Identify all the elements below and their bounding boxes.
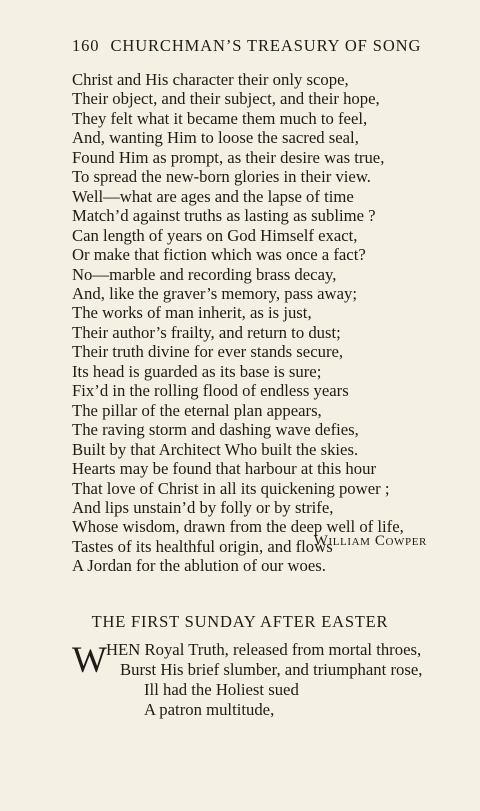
poem-line: They felt what it became them much to feel,: [72, 108, 368, 128]
poem-line: Can length of years on God Himself exact,: [72, 225, 358, 245]
poem-line: To spread the new-born glories in their view.: [72, 167, 371, 187]
poem-line: And lips unstain’d by folly or by strife,: [72, 497, 334, 517]
poem-line: And, like the graver’s memory, pass away;: [72, 283, 357, 303]
poem-attribution: William Cowper: [313, 533, 427, 549]
poem-line: Their truth divine for ever stands secure,: [72, 342, 344, 362]
poem-line: The works of man inherit, as is just,: [72, 303, 312, 323]
poem-line: Fix’d in the rolling flood of endless years: [72, 381, 349, 401]
poem-line: Built by that Architect Who built the skies.: [72, 439, 359, 459]
poem-line: Christ and His character their only scope,: [72, 70, 349, 89]
poem-line: And, wanting Him to loose the sacred seal,: [72, 128, 359, 148]
poem-line: Tastes of its healthful origin, and flows: [72, 536, 333, 556]
poem-line: Match’d against truths as lasting as sublime ?: [72, 206, 376, 226]
poem-line: The pillar of the eternal plan appears,: [72, 400, 322, 420]
poem-line: That love of Christ in all its quickening power ;: [72, 478, 390, 498]
poem-line: The raving storm and dashing wave defies,: [72, 420, 359, 440]
poem-line: Hearts may be found that harbour at this hour: [72, 459, 377, 479]
poem-line: Their object, and their subject, and their hope,: [72, 89, 380, 109]
poem-line: Its head is guarded as its base is sure;: [72, 361, 322, 381]
section-title: THE FIRST SUNDAY AFTER EASTER: [91, 612, 389, 631]
poem-line: Ill had the Holiest sued: [144, 680, 299, 699]
poem-line: A patron multitude,: [144, 700, 275, 719]
poem-first-line: HEN Royal Truth, released from mortal throes,: [106, 640, 422, 659]
poem-line: Whose wisdom, drawn from the deep well of life,: [72, 517, 404, 537]
poem-line: Found Him as prompt, as their desire was true,: [72, 147, 385, 167]
page-number: 160: [72, 36, 100, 55]
poem-line: No—marble and recording brass decay,: [72, 264, 337, 284]
drop-cap: W: [72, 640, 106, 681]
poem-line: Or make that fiction which was once a fact?: [72, 245, 366, 265]
poem-body: [72, 70, 452, 576]
poem-line: Burst His brief slumber, and triumphant rose,: [120, 660, 423, 679]
running-head: [72, 36, 421, 56]
book-title: CHURCHMAN’S TREASURY OF SONG: [110, 36, 422, 55]
poem-line: Well—what are ages and the lapse of time: [72, 186, 354, 206]
poem-line: A Jordan for the ablution of our woes.: [72, 556, 326, 576]
poem-line: Their author’s frailty, and return to dust;: [72, 322, 341, 342]
